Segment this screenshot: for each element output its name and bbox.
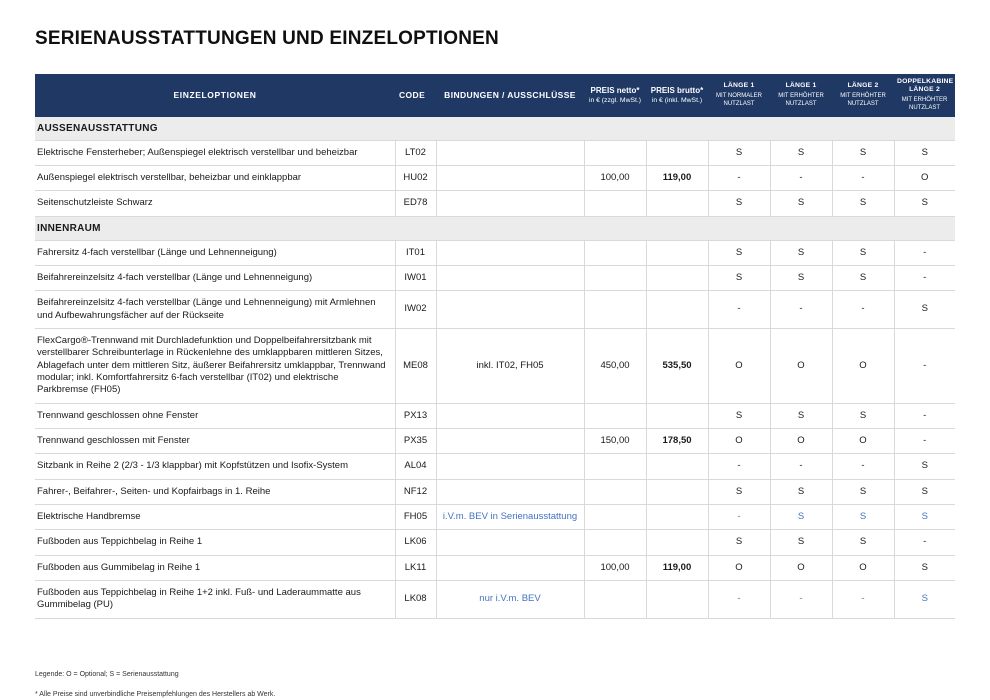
preis-netto-label: PREIS netto* xyxy=(590,85,640,95)
availability-laenge1-normal: S xyxy=(708,140,770,165)
price-brutto xyxy=(646,581,708,619)
price-netto xyxy=(584,240,646,265)
table-row xyxy=(35,191,955,216)
availability-laenge2-erhoeht: S xyxy=(832,530,894,555)
availability-doppelkabine: O xyxy=(894,165,955,190)
table-row xyxy=(35,505,955,530)
availability-laenge1-normal: - xyxy=(708,581,770,619)
availability-laenge1-normal: S xyxy=(708,191,770,216)
preis-brutto-label: PREIS brutto* xyxy=(650,85,704,95)
option-name: FlexCargo®-Trennwand mit Durchladefunktion und Doppelbeifahrersitzbank mit verstellbarer Schreibunterlage in Rückenlehne des umklappbaren mittleren Sitzes, Ablagefach unter dem mittleren Sitz, äußerer Beifahrersitz umklappbar, Trennwand modular; inkl. Komfortfahrersitz 6-fach verstellbar (IT02) und elektrische Parkbremse (FH05) xyxy=(35,328,395,403)
laenge1-erhoeht-sublabel: MIT ERHÖHTER NUTZLAST xyxy=(778,92,824,107)
price-brutto: 178,50 xyxy=(646,429,708,454)
page-title: SERIENAUSSTATTUNGEN UND EINZELOPTIONEN xyxy=(35,28,499,49)
availability-doppelkabine: S xyxy=(894,454,955,479)
option-code: IW01 xyxy=(395,265,436,290)
table-row xyxy=(35,165,955,190)
option-code: LK08 xyxy=(395,581,436,619)
table-row xyxy=(35,581,955,619)
option-code: ME08 xyxy=(395,328,436,403)
table-header xyxy=(35,74,955,117)
price-brutto: 119,00 xyxy=(646,555,708,580)
availability-laenge1-normal: O xyxy=(708,555,770,580)
option-bindings xyxy=(436,454,584,479)
availability-doppelkabine: S xyxy=(894,505,955,530)
availability-laenge2-erhoeht: S xyxy=(832,505,894,530)
price-netto: 100,00 xyxy=(584,165,646,190)
column-header-laenge2-erhoeht xyxy=(832,74,894,117)
availability-doppelkabine: - xyxy=(894,265,955,290)
option-bindings xyxy=(436,265,584,290)
price-brutto xyxy=(646,265,708,290)
price-brutto xyxy=(646,240,708,265)
price-netto xyxy=(584,454,646,479)
availability-doppelkabine: - xyxy=(894,240,955,265)
laenge1-normal-sublabel: MIT NORMALER NUTZLAST xyxy=(716,92,762,107)
availability-doppelkabine: S xyxy=(894,479,955,504)
price-netto xyxy=(584,581,646,619)
table-row xyxy=(35,403,955,428)
price-netto xyxy=(584,265,646,290)
option-code: IT01 xyxy=(395,240,436,265)
availability-laenge1-normal: - xyxy=(708,454,770,479)
option-code: PX13 xyxy=(395,403,436,428)
availability-laenge2-erhoeht: - xyxy=(832,454,894,479)
option-name: Fußboden aus Gummibelag in Reihe 1 xyxy=(35,555,395,580)
option-bindings: nur i.V.m. BEV xyxy=(436,581,584,619)
availability-laenge2-erhoeht: S xyxy=(832,403,894,428)
price-netto: 100,00 xyxy=(584,555,646,580)
option-code: ED78 xyxy=(395,191,436,216)
option-code: NF12 xyxy=(395,479,436,504)
availability-laenge1-normal: S xyxy=(708,240,770,265)
section-title: INNENRAUM xyxy=(35,216,955,240)
price-netto xyxy=(584,403,646,428)
price-brutto xyxy=(646,530,708,555)
price-netto: 450,00 xyxy=(584,328,646,403)
option-bindings: i.V.m. BEV in Serienausstattung xyxy=(436,505,584,530)
availability-laenge2-erhoeht: - xyxy=(832,581,894,619)
option-code: HU02 xyxy=(395,165,436,190)
column-header-doppelkabine xyxy=(894,74,955,117)
availability-laenge2-erhoeht: S xyxy=(832,191,894,216)
availability-laenge2-erhoeht: S xyxy=(832,140,894,165)
availability-laenge1-erhoeht: S xyxy=(770,191,832,216)
table-row xyxy=(35,240,955,265)
laenge2-erhoeht-sublabel: MIT ERHÖHTER NUTZLAST xyxy=(840,92,886,107)
availability-laenge1-normal: O xyxy=(708,328,770,403)
availability-laenge1-erhoeht: O xyxy=(770,429,832,454)
price-brutto xyxy=(646,140,708,165)
column-header-preis-brutto xyxy=(646,74,708,117)
price-brutto xyxy=(646,403,708,428)
option-name: Seitenschutzleiste Schwarz xyxy=(35,191,395,216)
price-netto xyxy=(584,530,646,555)
availability-doppelkabine: - xyxy=(894,403,955,428)
availability-laenge1-erhoeht: - xyxy=(770,165,832,190)
availability-laenge1-normal: S xyxy=(708,403,770,428)
availability-laenge1-erhoeht: S xyxy=(770,479,832,504)
laenge2-erhoeht-label: LÄNGE 2 xyxy=(847,82,879,90)
table-row xyxy=(35,555,955,580)
option-name: Fußboden aus Teppichbelag in Reihe 1+2 inkl. Fuß- und Laderaummatte aus Gummibelag (PU) xyxy=(35,581,395,619)
column-header-code: CODE xyxy=(395,74,436,117)
legend-text: Legende: O = Optional; S = Serienausstattung xyxy=(35,670,179,678)
price-brutto xyxy=(646,505,708,530)
option-code: FH05 xyxy=(395,505,436,530)
availability-doppelkabine: S xyxy=(894,140,955,165)
availability-laenge1-normal: S xyxy=(708,265,770,290)
option-name: Trennwand geschlossen ohne Fenster xyxy=(35,403,395,428)
option-code: IW02 xyxy=(395,291,436,329)
availability-laenge2-erhoeht: S xyxy=(832,265,894,290)
option-name: Fahrersitz 4-fach verstellbar (Länge und Lehnenneigung) xyxy=(35,240,395,265)
column-header-preis-netto xyxy=(584,74,646,117)
option-bindings xyxy=(436,165,584,190)
option-name: Elektrische Fensterheber; Außenspiegel elektrisch verstellbar und beheizbar xyxy=(35,140,395,165)
table-row xyxy=(35,140,955,165)
availability-laenge2-erhoeht: S xyxy=(832,240,894,265)
price-netto xyxy=(584,191,646,216)
option-bindings xyxy=(436,429,584,454)
section-header-row xyxy=(35,117,955,141)
option-bindings xyxy=(436,240,584,265)
option-name: Trennwand geschlossen mit Fenster xyxy=(35,429,395,454)
price-netto xyxy=(584,505,646,530)
column-header-einzeloptionen: EINZELOPTIONEN xyxy=(35,74,395,117)
availability-laenge1-erhoeht: S xyxy=(770,403,832,428)
availability-laenge1-erhoeht: - xyxy=(770,291,832,329)
price-brutto xyxy=(646,191,708,216)
price-disclaimer: * Alle Preise sind unverbindliche Preisempfehlungen des Herstellers ab Werk. xyxy=(35,690,276,698)
option-bindings xyxy=(436,479,584,504)
options-table xyxy=(35,74,955,619)
option-bindings xyxy=(436,403,584,428)
availability-laenge1-normal: S xyxy=(708,479,770,504)
price-netto xyxy=(584,479,646,504)
price-netto xyxy=(584,140,646,165)
availability-laenge1-erhoeht: O xyxy=(770,555,832,580)
option-bindings xyxy=(436,191,584,216)
table-row xyxy=(35,429,955,454)
table-body xyxy=(35,117,955,619)
availability-laenge2-erhoeht: O xyxy=(832,555,894,580)
column-header-bindungen: BINDUNGEN / AUSSCHLÜSSE xyxy=(436,74,584,117)
availability-doppelkabine: - xyxy=(894,429,955,454)
table-header-row xyxy=(35,74,955,117)
doppelkabine-label: DOPPELKABINE LÄNGE 2 xyxy=(897,78,954,94)
availability-laenge1-normal: O xyxy=(708,429,770,454)
availability-laenge2-erhoeht: S xyxy=(832,479,894,504)
availability-laenge1-erhoeht: S xyxy=(770,505,832,530)
option-bindings xyxy=(436,555,584,580)
availability-laenge1-erhoeht: - xyxy=(770,581,832,619)
table-row xyxy=(35,530,955,555)
availability-doppelkabine: S xyxy=(894,581,955,619)
availability-laenge1-erhoeht: S xyxy=(770,265,832,290)
laenge1-erhoeht-label: LÄNGE 1 xyxy=(785,82,817,90)
preis-netto-sublabel: in € (zzgl. MwSt.) xyxy=(588,96,642,104)
option-code: AL04 xyxy=(395,454,436,479)
column-header-laenge1-erhoeht xyxy=(770,74,832,117)
option-code: LK06 xyxy=(395,530,436,555)
availability-laenge2-erhoeht: O xyxy=(832,429,894,454)
availability-laenge1-normal: S xyxy=(708,530,770,555)
price-brutto: 535,50 xyxy=(646,328,708,403)
table-row xyxy=(35,479,955,504)
availability-doppelkabine: S xyxy=(894,555,955,580)
option-code: LT02 xyxy=(395,140,436,165)
option-code: LK11 xyxy=(395,555,436,580)
availability-laenge1-erhoeht: S xyxy=(770,140,832,165)
availability-laenge2-erhoeht: - xyxy=(832,291,894,329)
laenge1-normal-label: LÄNGE 1 xyxy=(723,82,755,90)
table-row xyxy=(35,291,955,329)
availability-doppelkabine: - xyxy=(894,530,955,555)
availability-doppelkabine: S xyxy=(894,191,955,216)
section-header-row xyxy=(35,216,955,240)
availability-laenge1-normal: - xyxy=(708,291,770,329)
table-row xyxy=(35,265,955,290)
option-name: Sitzbank in Reihe 2 (2/3 - 1/3 klappbar) mit Kopfstützen und Isofix-System xyxy=(35,454,395,479)
price-brutto xyxy=(646,291,708,329)
price-brutto xyxy=(646,454,708,479)
table-row xyxy=(35,328,955,403)
availability-laenge1-erhoeht: - xyxy=(770,454,832,479)
option-bindings: inkl. IT02, FH05 xyxy=(436,328,584,403)
section-title: AUSSENAUSSTATTUNG xyxy=(35,117,955,141)
availability-laenge1-erhoeht: S xyxy=(770,240,832,265)
option-name: Fußboden aus Teppichbelag in Reihe 1 xyxy=(35,530,395,555)
price-netto xyxy=(584,291,646,329)
option-code: PX35 xyxy=(395,429,436,454)
availability-laenge1-normal: - xyxy=(708,165,770,190)
option-name: Elektrische Handbremse xyxy=(35,505,395,530)
option-bindings xyxy=(436,530,584,555)
option-name: Fahrer-, Beifahrer-, Seiten- und Kopfairbags in 1. Reihe xyxy=(35,479,395,504)
doppelkabine-sublabel: MIT ERHÖHTER NUTZLAST xyxy=(901,96,948,111)
availability-laenge1-erhoeht: O xyxy=(770,328,832,403)
price-brutto xyxy=(646,479,708,504)
option-name: Außenspiegel elektrisch verstellbar, beheizbar und einklappbar xyxy=(35,165,395,190)
option-bindings xyxy=(436,140,584,165)
availability-laenge2-erhoeht: O xyxy=(832,328,894,403)
price-netto: 150,00 xyxy=(584,429,646,454)
availability-laenge1-erhoeht: S xyxy=(770,530,832,555)
column-header-laenge1-normal xyxy=(708,74,770,117)
preis-brutto-sublabel: in € (inkl. MwSt.) xyxy=(651,96,703,104)
availability-laenge2-erhoeht: - xyxy=(832,165,894,190)
option-name: Beifahrereinzelsitz 4-fach verstellbar (Länge und Lehnenneigung) mit Armlehnen und Aufbewahrungsfächer auf der Rückseite xyxy=(35,291,395,329)
table-row xyxy=(35,454,955,479)
availability-doppelkabine: - xyxy=(894,328,955,403)
availability-laenge1-normal: - xyxy=(708,505,770,530)
price-brutto: 119,00 xyxy=(646,165,708,190)
option-name: Beifahrereinzelsitz 4-fach verstellbar (Länge und Lehnenneigung) xyxy=(35,265,395,290)
option-bindings xyxy=(436,291,584,329)
availability-doppelkabine: S xyxy=(894,291,955,329)
